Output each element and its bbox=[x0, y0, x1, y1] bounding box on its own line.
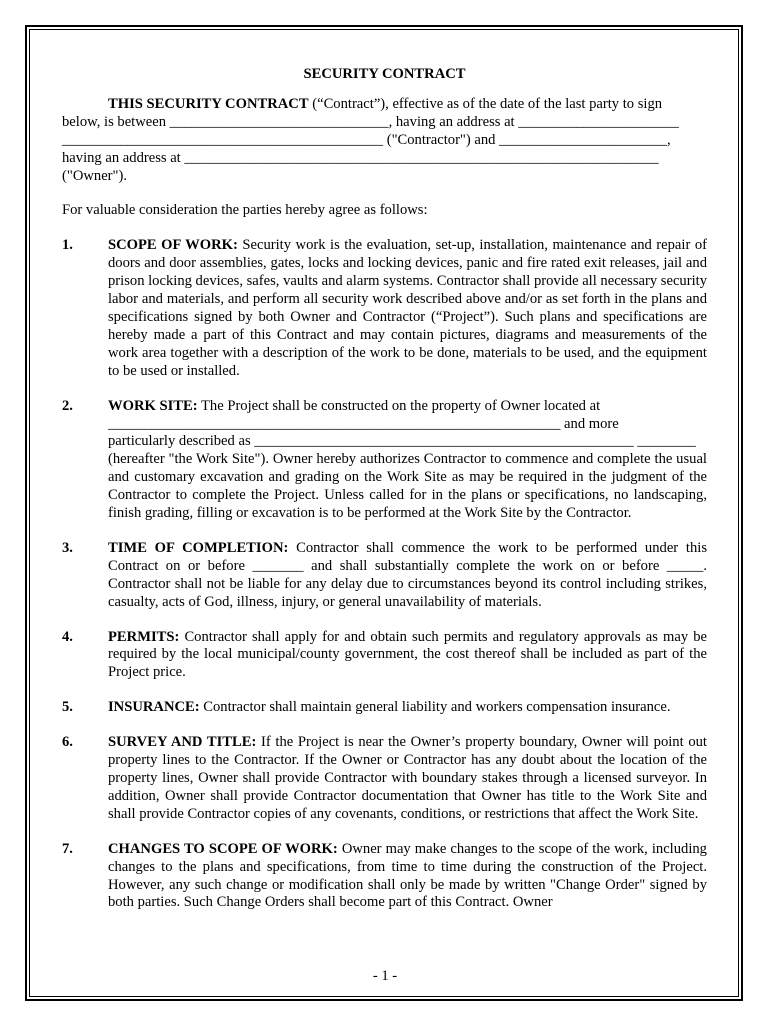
section-line-2: ______________________________________________________________ and more bbox=[108, 415, 619, 432]
section-permits bbox=[62, 629, 707, 683]
section-number: 5. bbox=[62, 699, 73, 716]
intro-line-4: having an address at _________________________________________________________________ bbox=[62, 149, 659, 166]
section-heading: WORK SITE: bbox=[108, 397, 198, 414]
section-body: Contractor shall apply for and obtain such permits and regulatory approvals as may be required by the local municipal/county government, the cost thereof shall be included as part of the Project price. bbox=[108, 628, 707, 681]
section-body: Contractor shall maintain general liability and workers compensation insurance. bbox=[199, 699, 671, 716]
section-body: If the Project is near the Owner’s property boundary, Owner will point out property lines to the Contractor. If the Owner or Contractor has any doubt about the location of the property lines, Owner shall provide Contractor with boundary stakes through a licensed surveyor. In addition, Owner shall provide Contractor documentation that Owner has title to the Work Site and shall provide Contractor copies of any covenants, conditions, or restrictions that affect the Work Site. bbox=[108, 734, 707, 822]
section-heading: TIME OF COMPLETION: bbox=[108, 539, 289, 556]
section-body: Security work is the evaluation, set-up, installation, maintenance and repair of doors and door assemblies, gates, locks and locking devices, panic and fire rated exit releases, jail and prison locking devices, safes, vaults and alarm systems. Contractor shall provide all necessary security labor and materials, and perform all security work described above and/or as set forth in the plans and specifications signed by both Owner and Contractor (“Project”). Such plans and specifications are hereby made a part of this Contract and may contain pictures, diagrams and measurements of the work area together with a description of the work to be done, materials to be used, and the equipment to be used or installed. bbox=[108, 237, 708, 379]
page-number: - 1 - bbox=[372, 968, 398, 984]
section-changes-to-scope bbox=[62, 841, 707, 913]
section-heading: INSURANCE: bbox=[108, 699, 200, 716]
section-number: 4. bbox=[62, 628, 73, 645]
intro-line-5: ("Owner"). bbox=[62, 167, 127, 184]
intro-line-3: ____________________________________________ ("Contractor") and _______________________, bbox=[62, 131, 671, 148]
section-heading: CHANGES TO SCOPE OF WORK: bbox=[108, 840, 338, 857]
section-number: 3. bbox=[62, 539, 73, 556]
section-scope-of-work bbox=[62, 237, 707, 380]
section-work-site bbox=[62, 398, 707, 523]
document-title: SECURITY CONTRACT bbox=[303, 66, 466, 82]
section-time-of-completion bbox=[62, 540, 707, 612]
intro-paragraph bbox=[62, 96, 707, 186]
section-survey-and-title bbox=[62, 734, 707, 824]
section-insurance bbox=[62, 699, 707, 717]
intro-lead: THIS SECURITY CONTRACT bbox=[108, 95, 309, 112]
section-number: 1. bbox=[62, 237, 73, 254]
section-number: 7. bbox=[62, 840, 73, 857]
section-heading: PERMITS: bbox=[108, 628, 180, 645]
section-heading: SURVEY AND TITLE: bbox=[108, 734, 257, 751]
section-number: 6. bbox=[62, 734, 73, 751]
section-body: Contractor shall commence the work to be performed under this Contract on or before _______ and shall substantially complete the work on or before _____. Contractor shall not be liable for any delay due to circumstances beyond its control including strikes, casualty, acts of God, illness, injury, or general unavailability of materials. bbox=[108, 539, 707, 610]
section-body: Owner may make changes to the scope of the work, including changes to the plans and specifications, from time to time during the construction of the Project. However, any such change or modification shall only be made by written "Change Order" signed by both parties. Such Change Orders shall become part of this Contract. Owner bbox=[108, 840, 707, 911]
section-line-3: particularly described as ____________________________________________________ ________ bbox=[108, 433, 696, 450]
section-body: The Project shall be constructed on the property of Owner located at bbox=[197, 397, 601, 414]
consideration-line: For valuable consideration the parties hereby agree as follows: bbox=[62, 202, 428, 219]
contract-page bbox=[62, 60, 707, 912]
section-body-2: (hereafter "the Work Site"). Owner hereby authorizes Contractor to commence and complete the usual and customary excavation and grading on the Work Site as may be required in the judgment of the Contractor to complete the Project. Unless called for in the plans or specifications, no landscaping, finish grading, filling or excavation is to be performed at the Work Site by the Contractor. bbox=[108, 451, 707, 522]
intro-line-2: below, is between ______________________________, having an address at ______________________ bbox=[62, 113, 679, 130]
intro-line-1: (“Contract”), effective as of the date of the last party to sign bbox=[308, 95, 663, 112]
section-heading: SCOPE OF WORK: bbox=[108, 237, 238, 254]
section-number: 2. bbox=[62, 397, 73, 414]
